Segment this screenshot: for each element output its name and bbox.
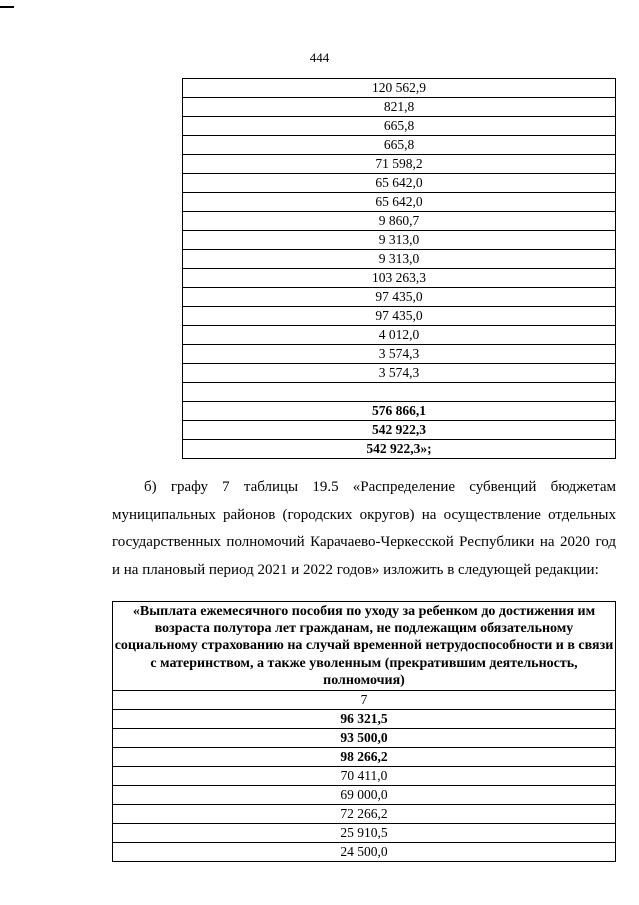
page-number: 444	[309, 50, 330, 65]
table-row	[113, 824, 616, 843]
value-cell: 25 910,5	[113, 824, 616, 843]
table-row	[183, 250, 616, 269]
value-cell: 98 266,2	[113, 748, 616, 767]
value-cell: 69 000,0	[113, 786, 616, 805]
value-cell: 70 411,0	[113, 767, 616, 786]
value-cell: 24 500,0	[113, 843, 616, 862]
top-values-table	[182, 78, 616, 459]
value-cell: 103 263,3	[183, 269, 616, 288]
value-cell: 576 866,1	[183, 402, 616, 421]
value-cell: 821,8	[183, 98, 616, 117]
table-row	[113, 767, 616, 786]
table-row	[183, 326, 616, 345]
value-cell: 120 562,9	[183, 79, 616, 98]
value-cell: 4 012,0	[183, 326, 616, 345]
table-row	[183, 231, 616, 250]
table-row	[113, 843, 616, 862]
table-row	[113, 729, 616, 748]
value-cell: 9 313,0	[183, 231, 616, 250]
table-row	[183, 402, 616, 421]
table-row	[183, 193, 616, 212]
value-cell: 3 574,3	[183, 364, 616, 383]
column-header: «Выплата ежемесячного пособия по уходу за ребенком до достижения им возраста полутора лет гражданам, не подлежащим обязательному социальному страхованию на случай временной нетрудоспособности и в связи с материнством, а также уволенным (прекратившим деятельность, полномочия)	[113, 602, 616, 691]
subvention-table	[112, 601, 616, 862]
value-cell: 71 598,2	[183, 155, 616, 174]
table-row	[113, 710, 616, 729]
table-row	[113, 786, 616, 805]
amendment-paragraph: б) графу 7 таблицы 19.5 «Распределение субвенций бюджетам муниципальных районов (городских округов) на осуществление отдельных государственных полномочий Карачаево-Черкесской Республики на 2020 год и на плановый период 2021 и 2022 годов» изложить в следующей редакции:	[112, 479, 616, 578]
value-cell: 542 922,3	[183, 421, 616, 440]
table-row	[183, 421, 616, 440]
value-cell: 65 642,0	[183, 174, 616, 193]
value-cell: 665,8	[183, 117, 616, 136]
table-row	[183, 383, 616, 402]
table-row	[183, 136, 616, 155]
table-row	[183, 345, 616, 364]
table-row	[183, 440, 616, 459]
table-row	[183, 117, 616, 136]
value-cell: 93 500,0	[113, 729, 616, 748]
value-cell: 97 435,0	[183, 288, 616, 307]
corner-mark	[0, 6, 14, 8]
table-row	[183, 269, 616, 288]
table-row	[183, 288, 616, 307]
column-number-row	[113, 691, 616, 710]
value-cell: 3 574,3	[183, 345, 616, 364]
value-cell: 65 642,0	[183, 193, 616, 212]
table-row	[113, 748, 616, 767]
table-header-row	[113, 602, 616, 691]
table-row	[183, 307, 616, 326]
table-row	[183, 155, 616, 174]
table-row	[183, 98, 616, 117]
table-row	[183, 174, 616, 193]
table-row	[183, 212, 616, 231]
value-cell: 665,8	[183, 136, 616, 155]
value-cell: 72 266,2	[113, 805, 616, 824]
value-cell: 9 860,7	[183, 212, 616, 231]
table-row	[183, 364, 616, 383]
table-row	[113, 805, 616, 824]
column-number: 7	[113, 691, 616, 710]
value-cell	[183, 383, 616, 402]
value-cell: 97 435,0	[183, 307, 616, 326]
value-cell: 542 922,3»;	[183, 440, 616, 459]
table-row	[183, 79, 616, 98]
value-cell: 9 313,0	[183, 250, 616, 269]
value-cell: 96 321,5	[113, 710, 616, 729]
